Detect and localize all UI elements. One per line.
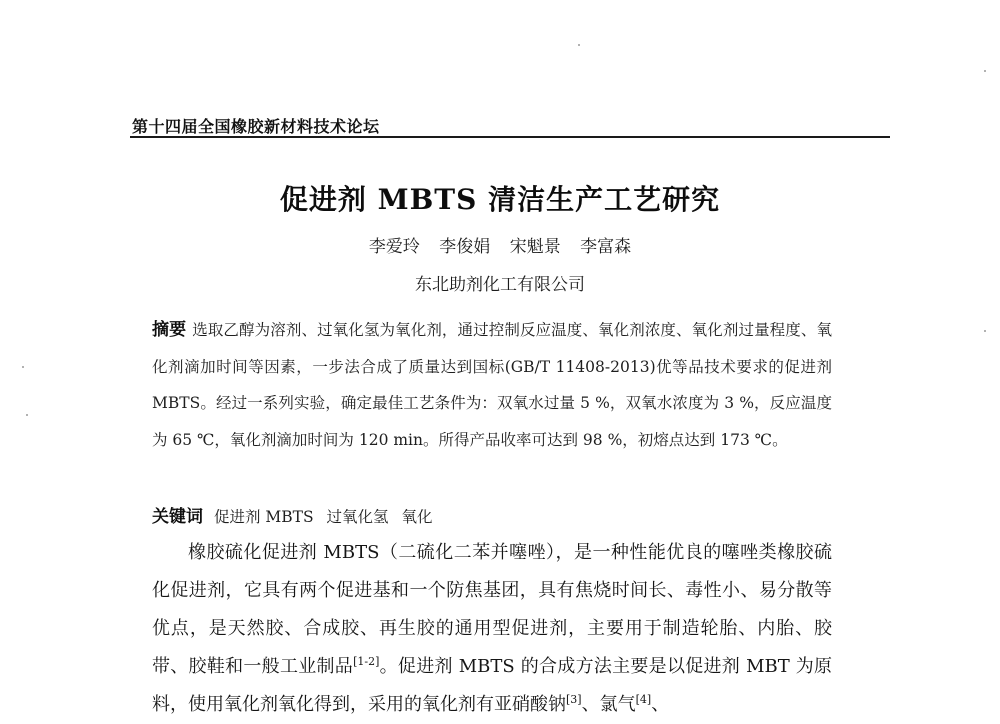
abstract-label: 摘要 — [152, 320, 187, 340]
keywords-label: 关键词 — [152, 507, 203, 527]
citation-ref[interactable]: [4] — [635, 693, 652, 706]
body-text-segment: 、 — [651, 694, 670, 715]
body-paragraph — [152, 534, 832, 724]
citation-ref[interactable]: [1-2] — [353, 655, 380, 668]
scan-speck — [578, 44, 580, 46]
scan-speck — [984, 70, 986, 72]
keyword: 促进剂 MBTS — [213, 508, 314, 526]
abstract-text: 选取乙醇为溶剂、过氧化氢为氧化剂，通过控制反应温度、氧化剂浓度、氧化剂过量程度、氧化剂滴加时间等因素，一步法合成了质量达到国标(GB/T 11408-2013)优等品技术要求的促进剂 MBTS。经过一系列实验，确定最佳工艺条件为：双氧水过量 5 %，双氧水浓度为 3 %，反应温度为 65 ℃，氧化剂滴加时间为 120 min。所得产品收率可达到 98 %，初熔点达到 173 ℃。 — [152, 321, 832, 449]
running-head: 第十四届全国橡胶新材料技术论坛 — [132, 117, 380, 136]
author-name: 李富森 — [580, 237, 632, 257]
author-name: 宋魁景 — [509, 237, 561, 257]
keyword: 氧化 — [401, 508, 433, 526]
affiliation: 东北助剂化工有限公司 — [415, 275, 585, 295]
citation-ref[interactable]: [3] — [566, 693, 582, 706]
paper-title: 促进剂 MBTS 清洁生产工艺研究 — [279, 183, 721, 216]
scan-speck — [26, 414, 28, 416]
body-text-segment: 橡胶硫化促进剂 MBTS（二硫化二苯并噻唑），是一种性能优良的噻唑类橡胶硫化促进剂，它具有两个促进基和一个防焦基团，具有焦烧时间长、毒性小、易分散等优点，是天然胶、合成胶、再生胶的通用型促进剂，主要用于制造轮胎、内胎、胶带、胶鞋和一般工业制品 — [152, 542, 832, 677]
body-text-segment: 。促进剂 MBTS 的合成方法主要是以促进剂 MBT 为原料，使用氧化剂氧化得到，采用的氧化剂有亚硝酸钠 — [152, 656, 833, 715]
body-text-segment: 、氯气 — [581, 694, 636, 715]
scan-speck — [984, 330, 986, 332]
scan-speck — [22, 366, 24, 368]
header-rule — [130, 136, 890, 138]
author-list — [0, 232, 1000, 257]
keyword: 过氧化氢 — [326, 508, 389, 526]
abstract — [152, 312, 832, 458]
author-name: 李爱玲 — [368, 237, 420, 257]
keywords — [152, 502, 832, 527]
author-name: 李俊娟 — [439, 237, 491, 257]
